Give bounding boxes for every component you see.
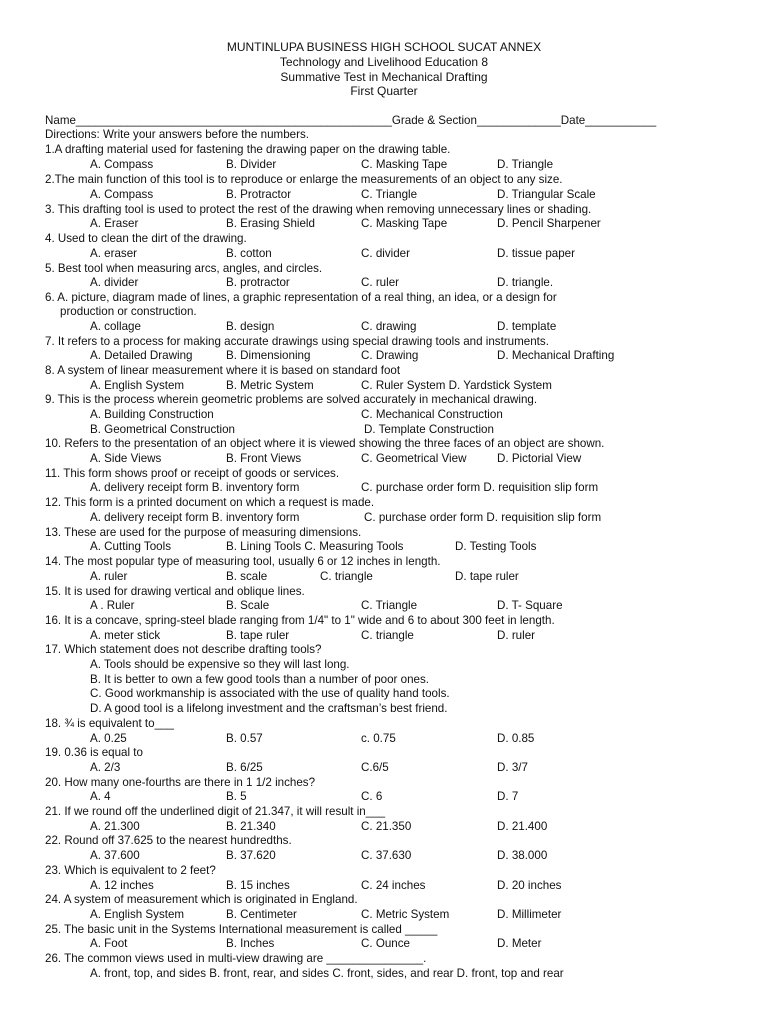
answer-option: C. purchase order form D. requisition slip form (364, 511, 602, 524)
answer-option: D. template (497, 320, 557, 333)
subject-title: Technology and Livelihood Education 8 (279, 55, 489, 69)
answer-option: D. triangle. (497, 276, 554, 289)
question-text: 18. ¾ is equivalent to___ (45, 717, 174, 730)
answer-option: B. 21.340 (226, 820, 276, 833)
answer-option: C. 21.350 (361, 820, 412, 833)
answer-option: C. Masking Tape (361, 217, 448, 230)
answer-option: A . Ruler (90, 599, 135, 612)
answer-option: D. tape ruler (455, 570, 519, 583)
answer-option: C. divider (361, 247, 410, 260)
answer-option: C. triangle (361, 629, 414, 642)
answer-option: B. Lining Tools C. Measuring Tools (226, 540, 404, 553)
answer-option: A. meter stick (90, 629, 161, 642)
answer-option: C. Masking Tape (361, 158, 448, 171)
quarter-label: First Quarter (350, 84, 418, 98)
question-text: 23. Which is equivalent to 2 feet? (45, 864, 216, 877)
answer-option: B. Metric System (226, 379, 314, 392)
question-text: 12. This form is a printed document on which a request is made. (45, 496, 375, 509)
answer-option: C. Ruler System D. Yardstick System (361, 379, 552, 392)
answer-option: C. Ounce (361, 937, 410, 950)
answer-option: C. 24 inches (361, 879, 426, 892)
question-text: 21. If we round off the underlined digit of 21.347, it will result in___ (45, 805, 386, 818)
answer-option: A. divider (90, 276, 139, 289)
name-grade-date-line: Name_________________________________________________Grade & Section_____________Date___________ (45, 114, 657, 127)
answer-option: A. 37.600 (90, 849, 140, 862)
answer-option: A. collage (90, 320, 141, 333)
question-text: 16. It is a concave, spring-steel blade ranging from 1/4" to 1" wide and 6 to about 300 feet in length. (45, 614, 555, 627)
answer-option: B. It is better to own a few good tools than a number of poor ones. (90, 673, 429, 686)
question-text: 17. Which statement does not describe drafting tools? (45, 643, 322, 656)
answer-option: D. Millimeter (497, 908, 562, 921)
question-text: 22. Round off 37.625 to the nearest hundredths. (45, 834, 292, 847)
test-title: Summative Test in Mechanical Drafting (280, 70, 488, 84)
answer-option: D. tissue paper (497, 247, 575, 260)
question-text: 1.A drafting material used for fastening the drawing paper on the drawing table. (45, 143, 451, 156)
answer-option: C.6/5 (361, 761, 389, 774)
answer-option: A. 2/3 (90, 761, 121, 774)
question-text: 25. The basic unit in the Systems International measurement is called _____ (45, 923, 438, 936)
answer-option: D. 0.85 (497, 732, 535, 745)
answer-option: D. Pencil Sharpener (497, 217, 601, 230)
answer-option: B. Erasing Shield (226, 217, 315, 230)
question-text: 11. This form shows proof or receipt of goods or services. (45, 467, 340, 480)
answer-option: B. Centimeter (226, 908, 297, 921)
answer-option: D. A good tool is a lifelong investment and the craftsman’s best friend. (90, 702, 448, 715)
answer-option: A. Eraser (90, 217, 139, 230)
answer-option: A. Tools should be expensive so they will last long. (90, 658, 350, 671)
answer-option: C. triangle (320, 570, 373, 583)
directions: Directions: Write your answers before the numbers. (45, 128, 309, 141)
answer-option: B. Geometrical Construction (90, 423, 235, 436)
answer-option: B. Front Views (226, 452, 302, 465)
answer-option: A. Side Views (90, 452, 162, 465)
answer-option: A. 4 (90, 790, 111, 803)
answer-option: B. Divider (226, 158, 277, 171)
answer-option: C. ruler (361, 276, 400, 289)
answer-option: A. 21.300 (90, 820, 140, 833)
answer-option: C. 6 (361, 790, 383, 803)
answer-option: D. 20 inches (497, 879, 562, 892)
answer-option: D. T- Square (497, 599, 563, 612)
answer-option: B. design (226, 320, 275, 333)
answer-option: D. 3/7 (497, 761, 528, 774)
answer-option: C. Mechanical Construction (361, 408, 503, 421)
question-text: 20. How many one-fourths are there in 1 1/2 inches? (45, 776, 316, 789)
answer-option: C. purchase order form D. requisition slip form (361, 481, 599, 494)
school-name: MUNTINLUPA BUSINESS HIGH SCHOOL SUCAT ANNEX (226, 40, 542, 54)
question-text: 2.The main function of this tool is to reproduce or enlarge the measurements of an object to any size. (45, 173, 563, 186)
answer-option: C. Metric System (361, 908, 450, 921)
question-text: 10. Refers to the presentation of an object where it is viewed showing the three faces of an object are shown. (45, 437, 605, 450)
answer-option: A. Detailed Drawing (90, 349, 193, 362)
answer-option: B. 5 (226, 790, 247, 803)
answer-option: B. 15 inches (226, 879, 290, 892)
question-text: 13. These are used for the purpose of measuring dimensions. (45, 526, 362, 539)
answer-option: B. 0.57 (226, 732, 263, 745)
answer-option: B. cotton (226, 247, 272, 260)
answer-option: C. Triangle (361, 188, 418, 201)
answer-option: A. eraser (90, 247, 138, 260)
answer-option: D. 38.000 (497, 849, 548, 862)
answer-option: D. Triangle (497, 158, 554, 171)
answer-option: A. Compass (90, 188, 154, 201)
question-text: 14. The most popular type of measuring tool, usually 6 or 12 inches in length. (45, 555, 441, 568)
answer-option: D. Template Construction (364, 423, 494, 436)
answer-option: A. Compass (90, 158, 154, 171)
answer-option: B. Scale (226, 599, 270, 612)
answer-option: c. 0.75 (361, 732, 396, 745)
question-text: 3. This drafting tool is used to protect the rest of the drawing when removing unnecessary lines or shading. (45, 203, 592, 216)
question-text: 8. A system of linear measurement where it is based on standard foot (45, 364, 401, 377)
answer-option: A. Foot (90, 937, 128, 950)
answer-option: A. front, top, and sides B. front, rear, and sides C. front, sides, and rear D. front, top and rear (90, 967, 564, 980)
answer-option: A. ruler (90, 570, 128, 583)
answer-option: D. Pictorial View (497, 452, 582, 465)
question-text: 9. This is the process wherein geometric problems are solved accurately in mechanical drawing. (45, 393, 538, 406)
answer-option: A. delivery receipt form B. inventory form (90, 481, 300, 494)
answer-option: A. English System (90, 908, 185, 921)
answer-option: B. Inches (226, 937, 275, 950)
answer-option: production or construction. (60, 305, 197, 318)
answer-option: C. Geometrical View (361, 452, 467, 465)
question-text: 19. 0.36 is equal to (45, 746, 143, 759)
answer-option: C. Good workmanship is associated with the use of quality hand tools. (90, 687, 450, 700)
answer-option: D. Testing Tools (455, 540, 537, 553)
question-text: 5. Best tool when measuring arcs, angles, and circles. (45, 262, 323, 275)
question-text: 4. Used to clean the dirt of the drawing. (45, 232, 247, 245)
question-text: 24. A system of measurement which is originated in England. (45, 893, 358, 906)
answer-option: A. 0.25 (90, 732, 127, 745)
answer-option: A. Building Construction (90, 408, 214, 421)
answer-option: C. drawing (361, 320, 417, 333)
question-text: 26. The common views used in multi-view drawing are _______________. (45, 952, 427, 965)
answer-option: C. Drawing (361, 349, 419, 362)
answer-option: A. Cutting Tools (90, 540, 171, 553)
question-text: 6. A. picture, diagram made of lines, a graphic representation of a real thing, an idea, or a design for (45, 291, 557, 304)
answer-option: D. 7 (497, 790, 519, 803)
answer-option: D. Mechanical Drafting (497, 349, 615, 362)
answer-option: B. Protractor (226, 188, 292, 201)
answer-option: B. 6/25 (226, 761, 263, 774)
answer-option: B. protractor (226, 276, 290, 289)
answer-option: D. ruler (497, 629, 536, 642)
answer-option: B. tape ruler (226, 629, 290, 642)
answer-option: D. Meter (497, 937, 542, 950)
answer-option: B. Dimensioning (226, 349, 311, 362)
answer-option: D. Triangular Scale (497, 188, 596, 201)
answer-option: A. English System (90, 379, 185, 392)
answer-option: C. 37.630 (361, 849, 412, 862)
answer-option: A. delivery receipt form B. inventory form (90, 511, 300, 524)
answer-option: C. Triangle (361, 599, 418, 612)
question-text: 7. It refers to a process for making accurate drawings using special drawing tools and instruments. (45, 335, 549, 348)
question-text: 15. It is used for drawing vertical and oblique lines. (45, 585, 305, 598)
answer-option: A. 12 inches (90, 879, 154, 892)
answer-option: B. 37.620 (226, 849, 276, 862)
answer-option: B. scale (226, 570, 268, 583)
answer-option: D. 21.400 (497, 820, 548, 833)
